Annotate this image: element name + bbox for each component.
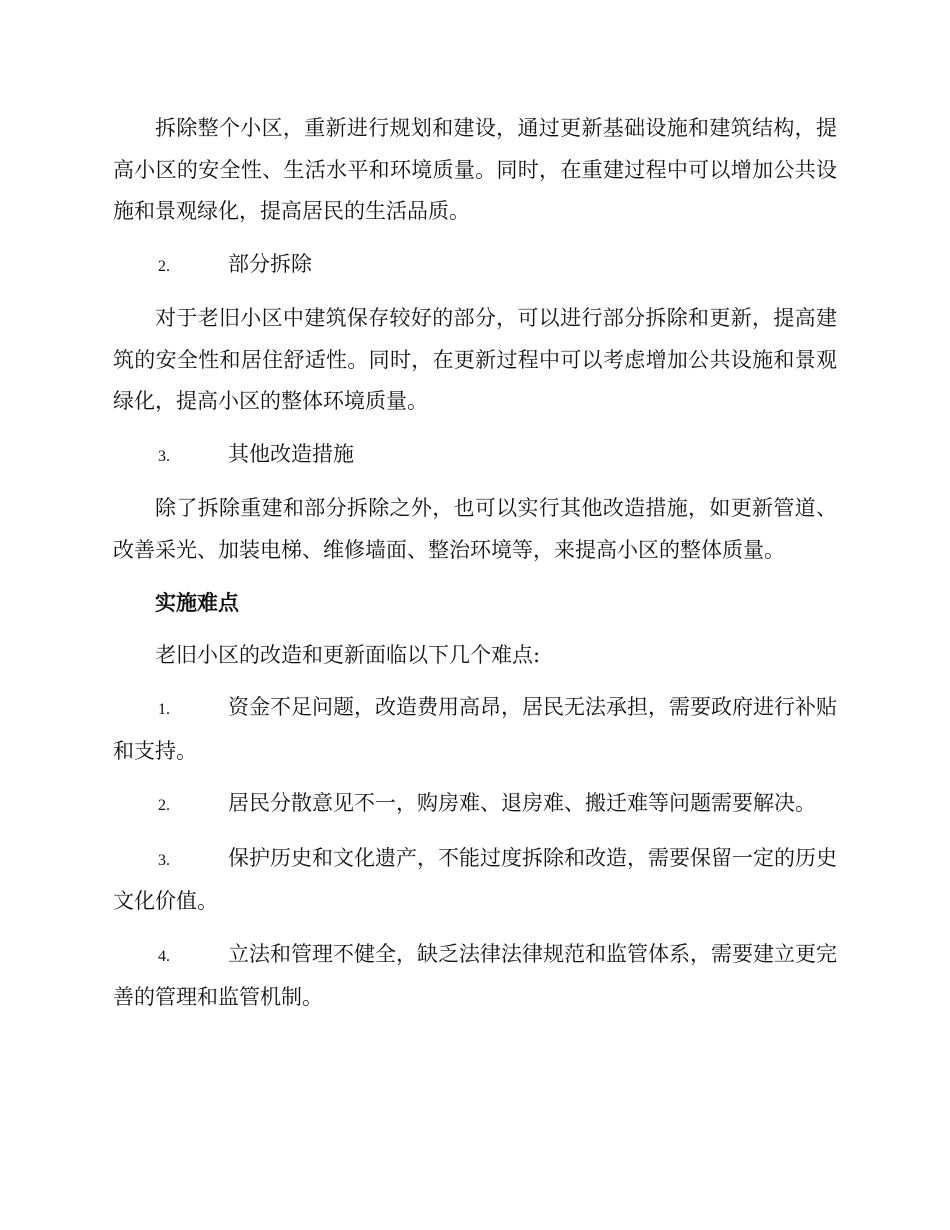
spacer bbox=[113, 772, 837, 783]
difficulty-text: 资金不足问题，改造费用高昂，居民无法承担，需要政府进行补贴和支持。 bbox=[113, 695, 837, 763]
list-number: 2. bbox=[158, 257, 170, 275]
difficulty-text: 保护历史和文化遗产，不能过度拆除和改造，需要保留一定的历史文化价值。 bbox=[113, 845, 837, 913]
list-number: 3. bbox=[158, 851, 170, 869]
paragraph-partial-demolition: 对于老旧小区中建筑保存较好的部分，可以进行部分拆除和更新，提高建筑的安全性和居住舒适性。同时，在更新过程中可以考虑增加公共设施和景观绿化，提高小区的整体环境质量。 bbox=[113, 306, 837, 413]
spacer bbox=[113, 571, 837, 582]
difficulty-item bbox=[113, 838, 837, 923]
list-number: 4. bbox=[158, 947, 170, 965]
difficulty-text: 立法和管理不健全，缺乏法律法律规范和监管体系，需要建立更完善的管理和监管机制。 bbox=[113, 941, 837, 1009]
difficulty-item bbox=[113, 934, 837, 1019]
spacer bbox=[113, 287, 837, 298]
list-item-other-measures bbox=[113, 434, 837, 478]
list-label: 部分拆除 bbox=[228, 251, 312, 276]
spacer bbox=[113, 233, 837, 244]
spacer bbox=[113, 827, 837, 838]
list-label: 其他改造措施 bbox=[228, 441, 354, 466]
list-item-partial-demolition bbox=[113, 244, 837, 288]
spacer bbox=[113, 624, 837, 635]
paragraph-rebuild: 拆除整个小区，重新进行规划和建设，通过更新基础设施和建筑结构，提高小区的安全性、生活水平和环境质量。同时，在重建过程中可以增加公共设施和景观绿化，提高居民的生活品质。 bbox=[113, 116, 837, 223]
list-number: 2. bbox=[158, 797, 170, 814]
difficulty-item bbox=[113, 687, 837, 772]
paragraph-difficulties-intro: 老旧小区的改造和更新面临以下几个难点: bbox=[155, 642, 541, 667]
section-heading: 实施难点 bbox=[155, 590, 239, 615]
list-number: 3. bbox=[158, 447, 170, 465]
spacer bbox=[113, 423, 837, 434]
difficulty-item bbox=[113, 783, 837, 827]
spacer bbox=[113, 477, 837, 488]
spacer bbox=[113, 676, 837, 687]
difficulty-text: 居民分散意见不一，购房难、退房难、搬迁难等问题需要解决。 bbox=[228, 791, 816, 815]
document-page bbox=[113, 108, 837, 1019]
list-number: 1. bbox=[158, 701, 170, 718]
paragraph-other-measures: 除了拆除重建和部分拆除之外，也可以实行其他改造措施，如更新管道、改善采光、加装电梯、维修墙面、整治环境等，来提高小区的整体质量。 bbox=[113, 496, 837, 562]
spacer bbox=[113, 923, 837, 934]
